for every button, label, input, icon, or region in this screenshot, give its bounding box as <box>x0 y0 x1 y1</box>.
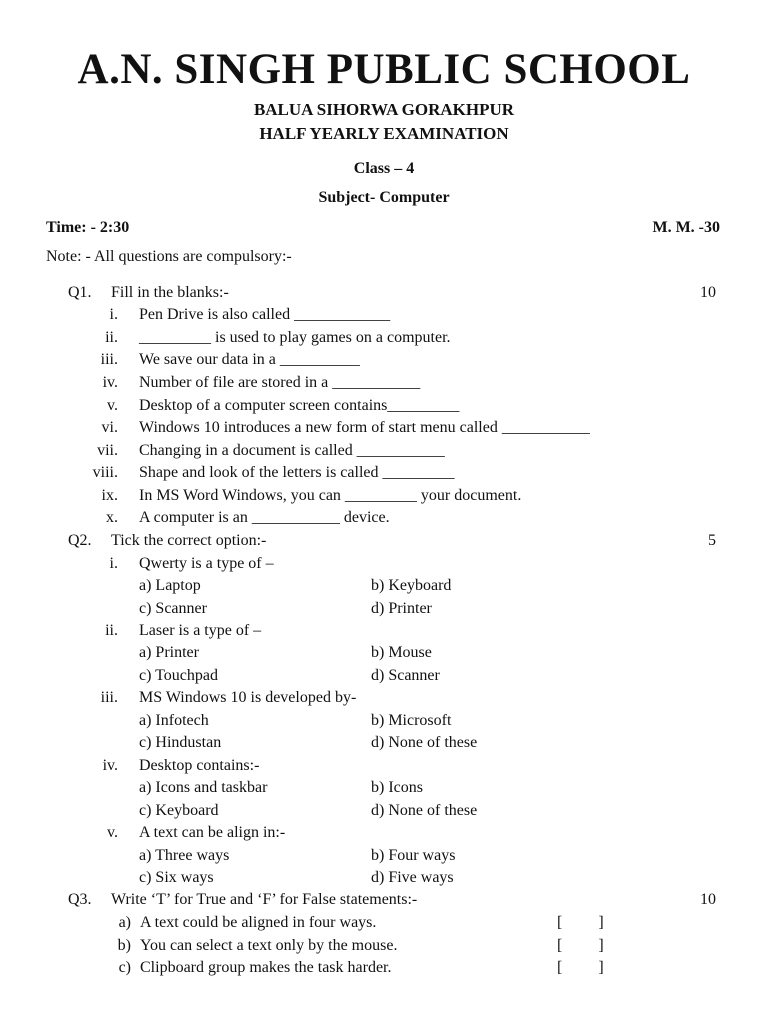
answer-bracket: [ ] <box>557 959 604 976</box>
q2-number: Q2. <box>68 532 92 549</box>
exam-title: HALF YEARLY EXAMINATION <box>259 124 509 143</box>
q2-option: c) Touchpad <box>139 667 218 684</box>
q2-item-text: Laser is a type of – <box>139 622 262 639</box>
q2-option: b) Microsoft <box>371 712 452 729</box>
q1-item-text: Desktop of a computer screen contains_________ <box>139 397 460 414</box>
q2-item-number: ii. <box>105 622 118 639</box>
q2-item-text: Desktop contains:- <box>139 757 260 774</box>
q1-marks: 10 <box>700 284 716 301</box>
q2-item-number: iv. <box>102 757 118 774</box>
q2-option: a) Printer <box>139 644 199 661</box>
q1-item-number: v. <box>107 397 118 414</box>
q1-item-text: Number of file are stored in a ___________ <box>139 374 421 391</box>
q3-item-number: a) <box>118 914 131 931</box>
q2-option: c) Hindustan <box>139 734 222 751</box>
answer-bracket: [ ] <box>557 937 604 954</box>
q2-option: d) Five ways <box>371 869 454 886</box>
q2-title: Tick the correct option:- <box>111 532 267 549</box>
note-text: Note: - All questions are compulsory:- <box>46 248 292 265</box>
q1-item-number: x. <box>106 509 118 526</box>
q1-item-text: In MS Word Windows, you can _________ your document. <box>139 487 522 504</box>
q3-item-text: You can select a text only by the mouse. <box>140 937 398 954</box>
q3-title: Write ‘T’ for True and ‘F’ for False statements:- <box>111 891 418 908</box>
class-label: Class – 4 <box>353 160 415 177</box>
q2-option: b) Icons <box>371 779 423 796</box>
q2-option: b) Mouse <box>371 644 432 661</box>
q2-option: a) Three ways <box>139 847 230 864</box>
q3-marks: 10 <box>700 891 716 908</box>
q2-option: a) Laptop <box>139 577 201 594</box>
q1-item-number: viii. <box>92 464 118 481</box>
q2-option: d) None of these <box>371 734 478 751</box>
q2-option: a) Icons and taskbar <box>139 779 268 796</box>
q2-option: c) Keyboard <box>139 802 219 819</box>
q3-item-number: c) <box>118 959 131 976</box>
subject-label: Subject- Computer <box>318 189 450 206</box>
q1-item-number: vii. <box>97 442 118 459</box>
answer-bracket: [ ] <box>557 914 604 931</box>
q1-item-number: vi. <box>101 419 118 436</box>
q2-option: b) Keyboard <box>371 577 452 594</box>
q1-title: Fill in the blanks:- <box>111 284 229 301</box>
q1-item-number: iii. <box>100 351 118 368</box>
q2-item-number: i. <box>109 555 118 572</box>
q2-item-number: iii. <box>100 689 118 706</box>
max-marks-label: M. M. -30 <box>652 219 720 236</box>
q1-item-number: i. <box>109 306 118 323</box>
q2-item-text: MS Windows 10 is developed by- <box>139 689 357 706</box>
q1-item-text: _________ is used to play games on a computer. <box>139 329 451 346</box>
q2-option: d) Scanner <box>371 667 440 684</box>
q1-item-text: Windows 10 introduces a new form of start menu called ___________ <box>139 419 590 436</box>
q1-item-text: Changing in a document is called ___________ <box>139 442 445 459</box>
q3-number: Q3. <box>68 891 92 908</box>
q2-option: a) Infotech <box>139 712 209 729</box>
q2-item-text: A text can be align in:- <box>139 824 286 841</box>
q1-item-text: Pen Drive is also called ____________ <box>139 306 391 323</box>
q1-item-number: iv. <box>102 374 118 391</box>
q2-option: c) Six ways <box>139 869 214 886</box>
school-address: BALUA SIHORWA GORAKHPUR <box>253 100 515 119</box>
q2-item-text: Qwerty is a type of – <box>139 555 274 572</box>
q1-number: Q1. <box>68 284 92 301</box>
school-name: A.N. SINGH PUBLIC SCHOOL <box>77 46 691 93</box>
q2-option: d) Printer <box>371 600 432 617</box>
q1-item-text: Shape and look of the letters is called _________ <box>139 464 455 481</box>
time-label: Time: - 2:30 <box>46 219 130 236</box>
q1-item-number: ii. <box>105 329 118 346</box>
q2-marks: 5 <box>708 532 716 549</box>
q1-item-number: ix. <box>101 487 118 504</box>
q2-item-number: v. <box>107 824 118 841</box>
q1-item-text: We save our data in a __________ <box>139 351 360 368</box>
q3-item-text: Clipboard group makes the task harder. <box>140 959 392 976</box>
q2-option: b) Four ways <box>371 847 456 864</box>
q2-option: c) Scanner <box>139 600 207 617</box>
q3-item-number: b) <box>117 937 131 954</box>
q3-item-text: A text could be aligned in four ways. <box>140 914 377 931</box>
q2-option: d) None of these <box>371 802 478 819</box>
q1-item-text: A computer is an ___________ device. <box>139 509 390 526</box>
